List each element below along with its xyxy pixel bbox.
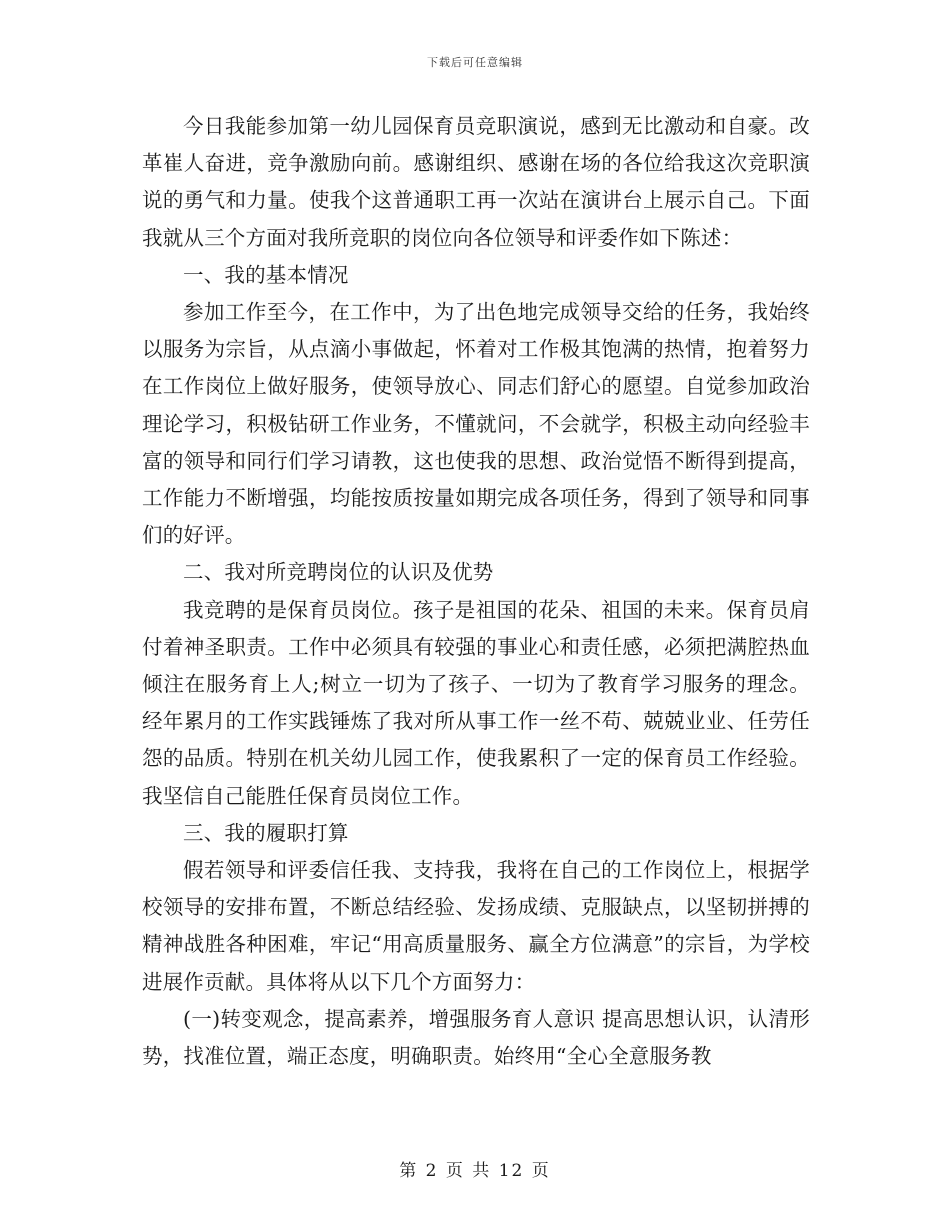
paragraph-plan-item-1: (一)转变观念，提高素养，增强服务育人意识 提高思想认识，认清形势，找准位置，端正态度，明确职责。始终用“全心全意服务教 — [142, 1006, 810, 1069]
paragraph-intro: 今日我能参加第一幼儿园保育员竞职演说，感到无比激动和自豪。改革崔人奋进，竞争激励向前。感谢组织、感谢在场的各位给我这次竞职演说的勇气和力量。使我个这普通职工再一次站在演讲台上展示自己。下面我就从三个方面对我所竞职的岗位向各位领导和评委作如下陈述： — [142, 114, 810, 250]
page-header: 下载后可任意编辑 — [427, 56, 523, 69]
section-heading-plan: 三、我的履职打算 — [183, 820, 349, 845]
paragraph-understanding: 我竞聘的是保育员岗位。孩子是祖国的花朵、祖国的未来。保育员肩付着神圣职责。工作中必须具有较强的事业心和责任感，必须把满腔热血倾注在服务育上人;树立一切为了孩子、一切为了教育学习服务的理念。经年累月的工作实践锤炼了我对所从事工作一丝不苟、兢兢业业、任劳任怨的品质。特别在机关幼儿园工作，使我累积了一定的保育员工作经验。我坚信自己能胜任保育员岗位工作。 — [142, 597, 810, 808]
paragraph-basic-info: 参加工作至今，在工作中，为了出色地完成领导交给的任务，我始终以服务为宗旨，从点滴小事做起，怀着对工作极其饱满的热情，抱着努力在工作岗位上做好服务，使领导放心、同志们舒心的愿望。自觉参加政治理论学习，积极钻研工作业务，不懂就问，不会就学，积极主动向经验丰富的领导和同行们学习请教，这也使我的思想、政治觉悟不断得到提高，工作能力不断增强，均能按质按量如期完成各项任务，得到了领导和同事们的好评。 — [142, 300, 810, 548]
document-body — [142, 108, 810, 1075]
paragraph-plan: 假若领导和评委信任我、支持我，我将在自己的工作岗位上，根据学校领导的安排布置，不断总结经验、发扬成绩、克服缺点，以坚韧拼搏的精神战胜各种困难，牢记“用高质量服务、赢全方位满意”的宗旨，为学校进展作贡献。具体将从以下几个方面努力： — [142, 858, 810, 994]
section-heading-understanding: 二、我对所竞聘岗位的认识及优势 — [183, 560, 494, 585]
section-heading-basic-info: 一、我的基本情况 — [183, 262, 349, 287]
page-footer: 第 2 页 共 12 页 — [399, 1161, 551, 1181]
